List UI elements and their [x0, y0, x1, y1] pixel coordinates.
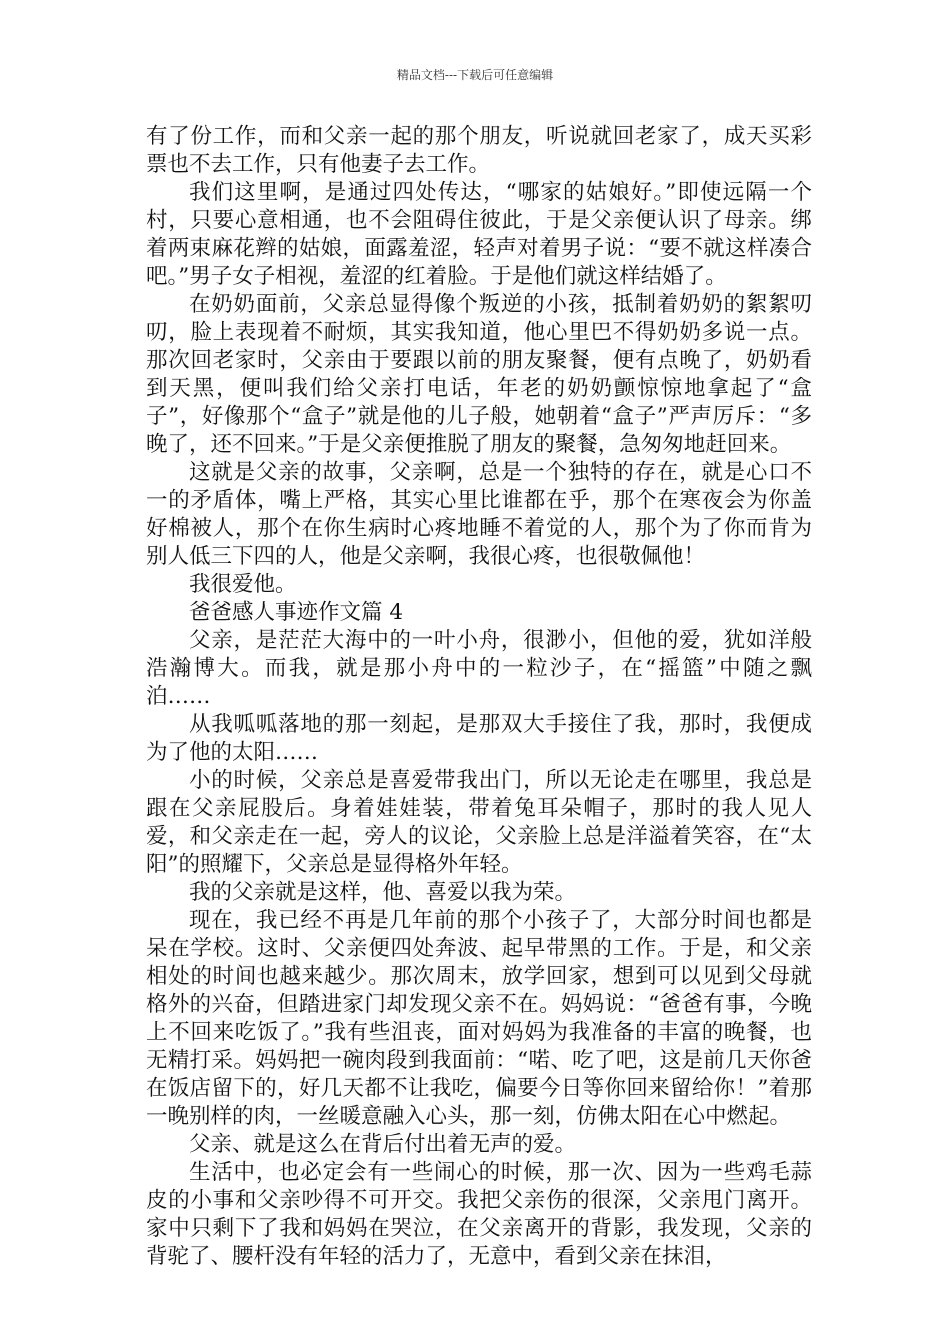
paragraph: 小的时候，父亲总是喜爱带我出门，所以无论走在哪里，我总是跟在父亲屁股后。身着娃娃装，带着兔耳朵帽子，那时的我人见人爱，和父亲走在一起，旁人的议论，父亲脸上总是洋溢着笑容，在“太阳”的照耀下，父亲总是显得格外年轻。 — [146, 768, 812, 877]
paragraph: 生活中，也必定会有一些闹心的时候，那一次、因为一些鸡毛蒜皮的小事和父亲吵得不可开交。我把父亲伤的很深，父亲甩门离开。家中只剩下了我和妈妈在哭泣，在父亲离开的背影，我发现，父亲的背驼了、腰杆没有年轻的活力了，无意中，看到父亲在抹泪， — [146, 1160, 812, 1269]
document-body — [146, 123, 812, 1271]
paragraph: 我们这里啊，是通过四处传达，“哪家的姑娘好。”即使远隔一个村，只要心意相通，也不会阻碍住彼此，于是父亲便认识了母亲。绑着两束麻花辫的姑娘，面露羞涩，轻声对着男子说：“要不就这样凑合吧。”男子女子相视，羞涩的红着脸。于是他们就这样结婚了。 — [146, 180, 812, 289]
paragraph: 从我呱呱落地的那一刻起，是那双大手接住了我，那时，我便成为了他的太阳…… — [146, 712, 812, 765]
paragraph: 我很爱他。 — [189, 572, 297, 597]
paragraph: 父亲，是茫茫大海中的一叶小舟，很渺小，但他的爱，犹如洋般浩瀚博大。而我，就是那小舟中的一粒沙子，在“摇篮”中随之飘泊…… — [146, 628, 812, 709]
paragraph: 有了份工作，而和父亲一起的那个朋友，听说就回老家了，成天买彩票也不去工作，只有他妻子去工作。 — [146, 124, 812, 177]
paragraph: 在奶奶面前，父亲总显得像个叛逆的小孩，抵制着奶奶的絮絮叨叨，脸上表现着不耐烦，其实我知道，他心里巴不得奶奶多说一点。那次回老家时，父亲由于要跟以前的朋友聚餐，便有点晚了，奶奶看到天黑，便叫我们给父亲打电话，年老的奶奶颤惊惊地拿起了“盒子”，好像那个“盒子”就是他的儿子般，她朝着“盒子”严声厉斥：“多晚了，还不回来。”于是父亲便推脱了朋友的聚餐，急匆匆地赶回来。 — [146, 292, 812, 457]
paragraph: 现在，我已经不再是几年前的那个小孩子了，大部分时间也都是呆在学校。这时、父亲便四处奔波、起早带黑的工作。于是，和父亲相处的时间也越来越少。那次周末，放学回家，想到可以见到父母就格外的兴奋，但踏进家门却发现父亲不在。妈妈说：“爸爸有事，今晚上不回来吃饭了。”我有些沮丧，面对妈妈为我准备的丰富的晚餐，也无精打采。妈妈把一碗肉段到我面前：“喏、吃了吧，这是前几天你爸在饭店留下的，好几天都不让我吃，偏要今日等你回来留给你！”着那一晚别样的肉，一丝暖意融入心头，那一刻，仿佛太阳在心中燃起。 — [146, 908, 812, 1129]
page-header: 精品文档---下载后可任意编辑 — [396, 68, 554, 82]
paragraph: 父亲、就是这么在背后付出着无声的爱。 — [189, 1132, 577, 1157]
paragraph: 我的父亲就是这样，他、喜爱以我为荣。 — [189, 880, 577, 905]
section-heading: 爸爸感人事迹作文篇 4 — [189, 600, 404, 625]
paragraph: 这就是父亲的故事，父亲啊，总是一个独特的存在，就是心口不一的矛盾体，嘴上严格，其实心里比谁都在乎，那个在寒夜会为你盖好棉被人，那个在你生病时心疼地睡不着觉的人，那个为了你而肯为别人低三下四的人，他是父亲啊，我很心疼，也很敬佩他！ — [146, 460, 812, 569]
